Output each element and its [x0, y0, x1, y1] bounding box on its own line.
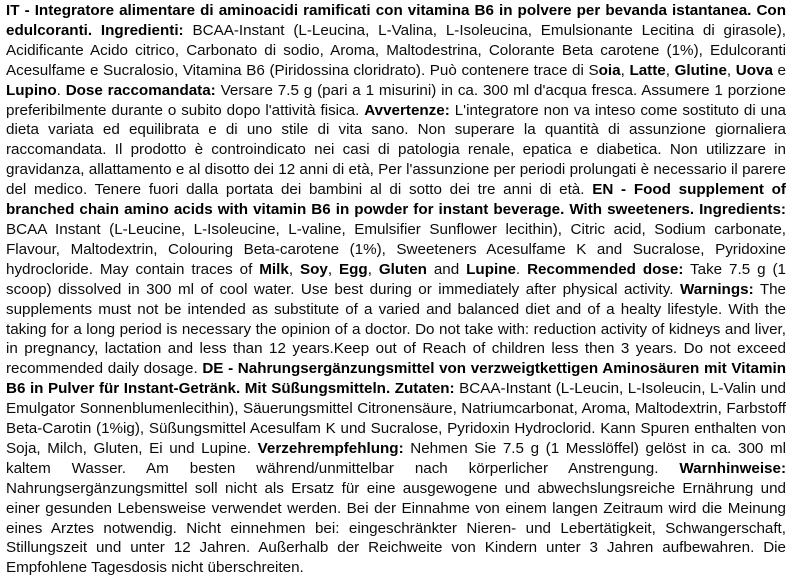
- de-warnings-text: Nahrungsergänzungsmittel soll nicht als Ersatz für eine ausgewogene und abwechslungsreiche Ernährung und einer gesunden Lebensweise verwendet werden. Bei der Einnahme von einem langen Zeitraum wird die Meinung eines Arztes notwendig. Nicht einnehmen bei: eingeschränkter Nieren- und Lebertätigkeit, Schwangerschaft, Stillungszeit und unter 12 Jahren. Außerhalb der Reichweite von Kindern unter 3 Jahren aufbewahren. Die Empfohlene Tagesdosis nicht überschreiten.: [6, 479, 786, 577]
- separator: .: [515, 260, 528, 278]
- en-heading: EN - Food supplement of branched chain amino acids with vitamin B6 in powder for instant beverage. With sweeteners. Ingredients:: [6, 181, 786, 219]
- separator: and: [426, 260, 467, 278]
- separator: e: [772, 61, 786, 79]
- de-heading: DE - Nahrungsergänzungsmittel von verzweigtkettigen Aminosäuren mit Vitamin B6 in Pulver für Instant-Getränk. Mit Süßungsmitteln. Zutaten:: [6, 360, 786, 398]
- en-ingredients: BCAA Instant (L-Leucine, L-Isoleucine, L-valine, Emulsifier Sunflower lecithin), Citric acid, Sodium carbonate, Flavour, Maltodextrin, Colouring Beta-carotene (1%), Sweeteners Acesulfame K and Sucralose, Pyridoxine hydrocloride. May contain traces of: [6, 220, 786, 278]
- separator: ,: [620, 61, 630, 79]
- it-allergen-latte: Latte: [629, 61, 666, 79]
- it-warnings-text: L'integratore non va inteso come sostituto di una dieta variata ed equilibrata e di uno stile di vita sano. Non superare la quantità di assunzione giornaliera raccomandata. Il prodotto è controindicato nei casi di patologia renale, epatica e diabetica. Non utilizzare in gravidanza, allattamento e al disotto dei 12 anni di età, Per l'assunzione per periodi prolungati è necessario il parere del medico. Tenere fuori dalla portata dei bambini al di sotto dei tre anni di età.: [6, 101, 786, 199]
- en-allergen-lupine: Lupine: [466, 260, 516, 278]
- separator: ,: [367, 260, 379, 278]
- it-allergen-soia: oia: [598, 61, 621, 79]
- de-warnings-label: Warnhinweise:: [679, 459, 786, 477]
- en-allergen-soy: Soy: [299, 260, 328, 278]
- it-dose-label: Dose raccomandata:: [65, 81, 216, 99]
- it-warnings-label: Avvertenze:: [364, 101, 450, 119]
- separator: ,: [665, 61, 675, 79]
- separator: ,: [327, 260, 339, 278]
- de-dose-text: Nehmen Sie 7.5 g (1 Messlöffel) gelöst in ca. 300 ml kaltem Wasser. Am besten während/unmittelbar nach körperlicher Anstrengung.: [6, 439, 786, 477]
- it-allergen-uova: Uova: [735, 61, 773, 79]
- it-ingredients: BCAA-Instant (L-Leucina, L-Valina, L-Isoleucina, Emulsionante Lecitina di girasole), Acidificante Acido citrico, Carbonato di sodio, Aroma, Maltodestrina, Colorante Beta carotene (1%), Edulcoranti Acesulfame e Sucralosio, Vitamina B6 (Piridossina cloridrato). Può contenere trace di S: [6, 21, 787, 79]
- it-dose-text: Versare 7.5 g (pari a 1 misurini) in ca. 300 ml d'acqua fresca. Assumere 1 porzione preferibilmente durante o subito dopo l'attività fisica.: [6, 81, 786, 119]
- en-allergen-gluten: Gluten: [378, 260, 427, 278]
- it-allergen-glutine: Glutine: [674, 61, 727, 79]
- en-allergen-egg: Egg: [339, 260, 368, 278]
- en-allergen-milk: Milk: [259, 260, 289, 278]
- de-ingredients: BCAA-Instant (L-Leucin, L-Isoleucin, L-Valin und Emulgator Sonnenblumenlecithin), Säuerungsmittel Citronensäure, Natriumcarbonat, Aroma, Maltodextrin, Farbstoff Beta-Carotin (1%ig), Süßungsmittel Acesulfam K und Sucralose, Pyridoxin Hydroclorid. Kann Spuren enthalten von Soja, Milch, Gluten, Ei und Lupine.: [6, 380, 786, 457]
- en-dose-label: Recommended dose:: [527, 260, 684, 278]
- de-dose-label: Verzehrempfehlung:: [257, 439, 404, 457]
- label-text-block: [6, 1, 786, 578]
- separator: .: [56, 81, 66, 99]
- it-heading: IT - Integratore alimentare di aminoacidi ramificati con vitamina B6 in polvere per bevanda istantanea. Con edulcoranti. Ingredienti:: [6, 2, 786, 39]
- separator: ,: [288, 260, 300, 278]
- separator: ,: [726, 61, 736, 79]
- en-warnings-text: The supplements must not be intended as substitute of a varied and balanced diet and of a healty lifestyle. With the taking for a long period is necessary the opinion of a doctor. Do not take with: reduction activity of kidneys and liver, in pregnancy, lactation and less than 12 years.Keep out of Reach of children less then 3 years. Do not exceed recommended daily dosage.: [6, 280, 786, 378]
- en-warnings-label: Warnings:: [679, 280, 754, 298]
- it-allergen-lupino: Lupino: [6, 81, 57, 99]
- en-dose-text: Take 7.5 g (1 scoop) dissolved in 300 ml of cool water. Use best during or immediately after physical activity.: [6, 260, 786, 298]
